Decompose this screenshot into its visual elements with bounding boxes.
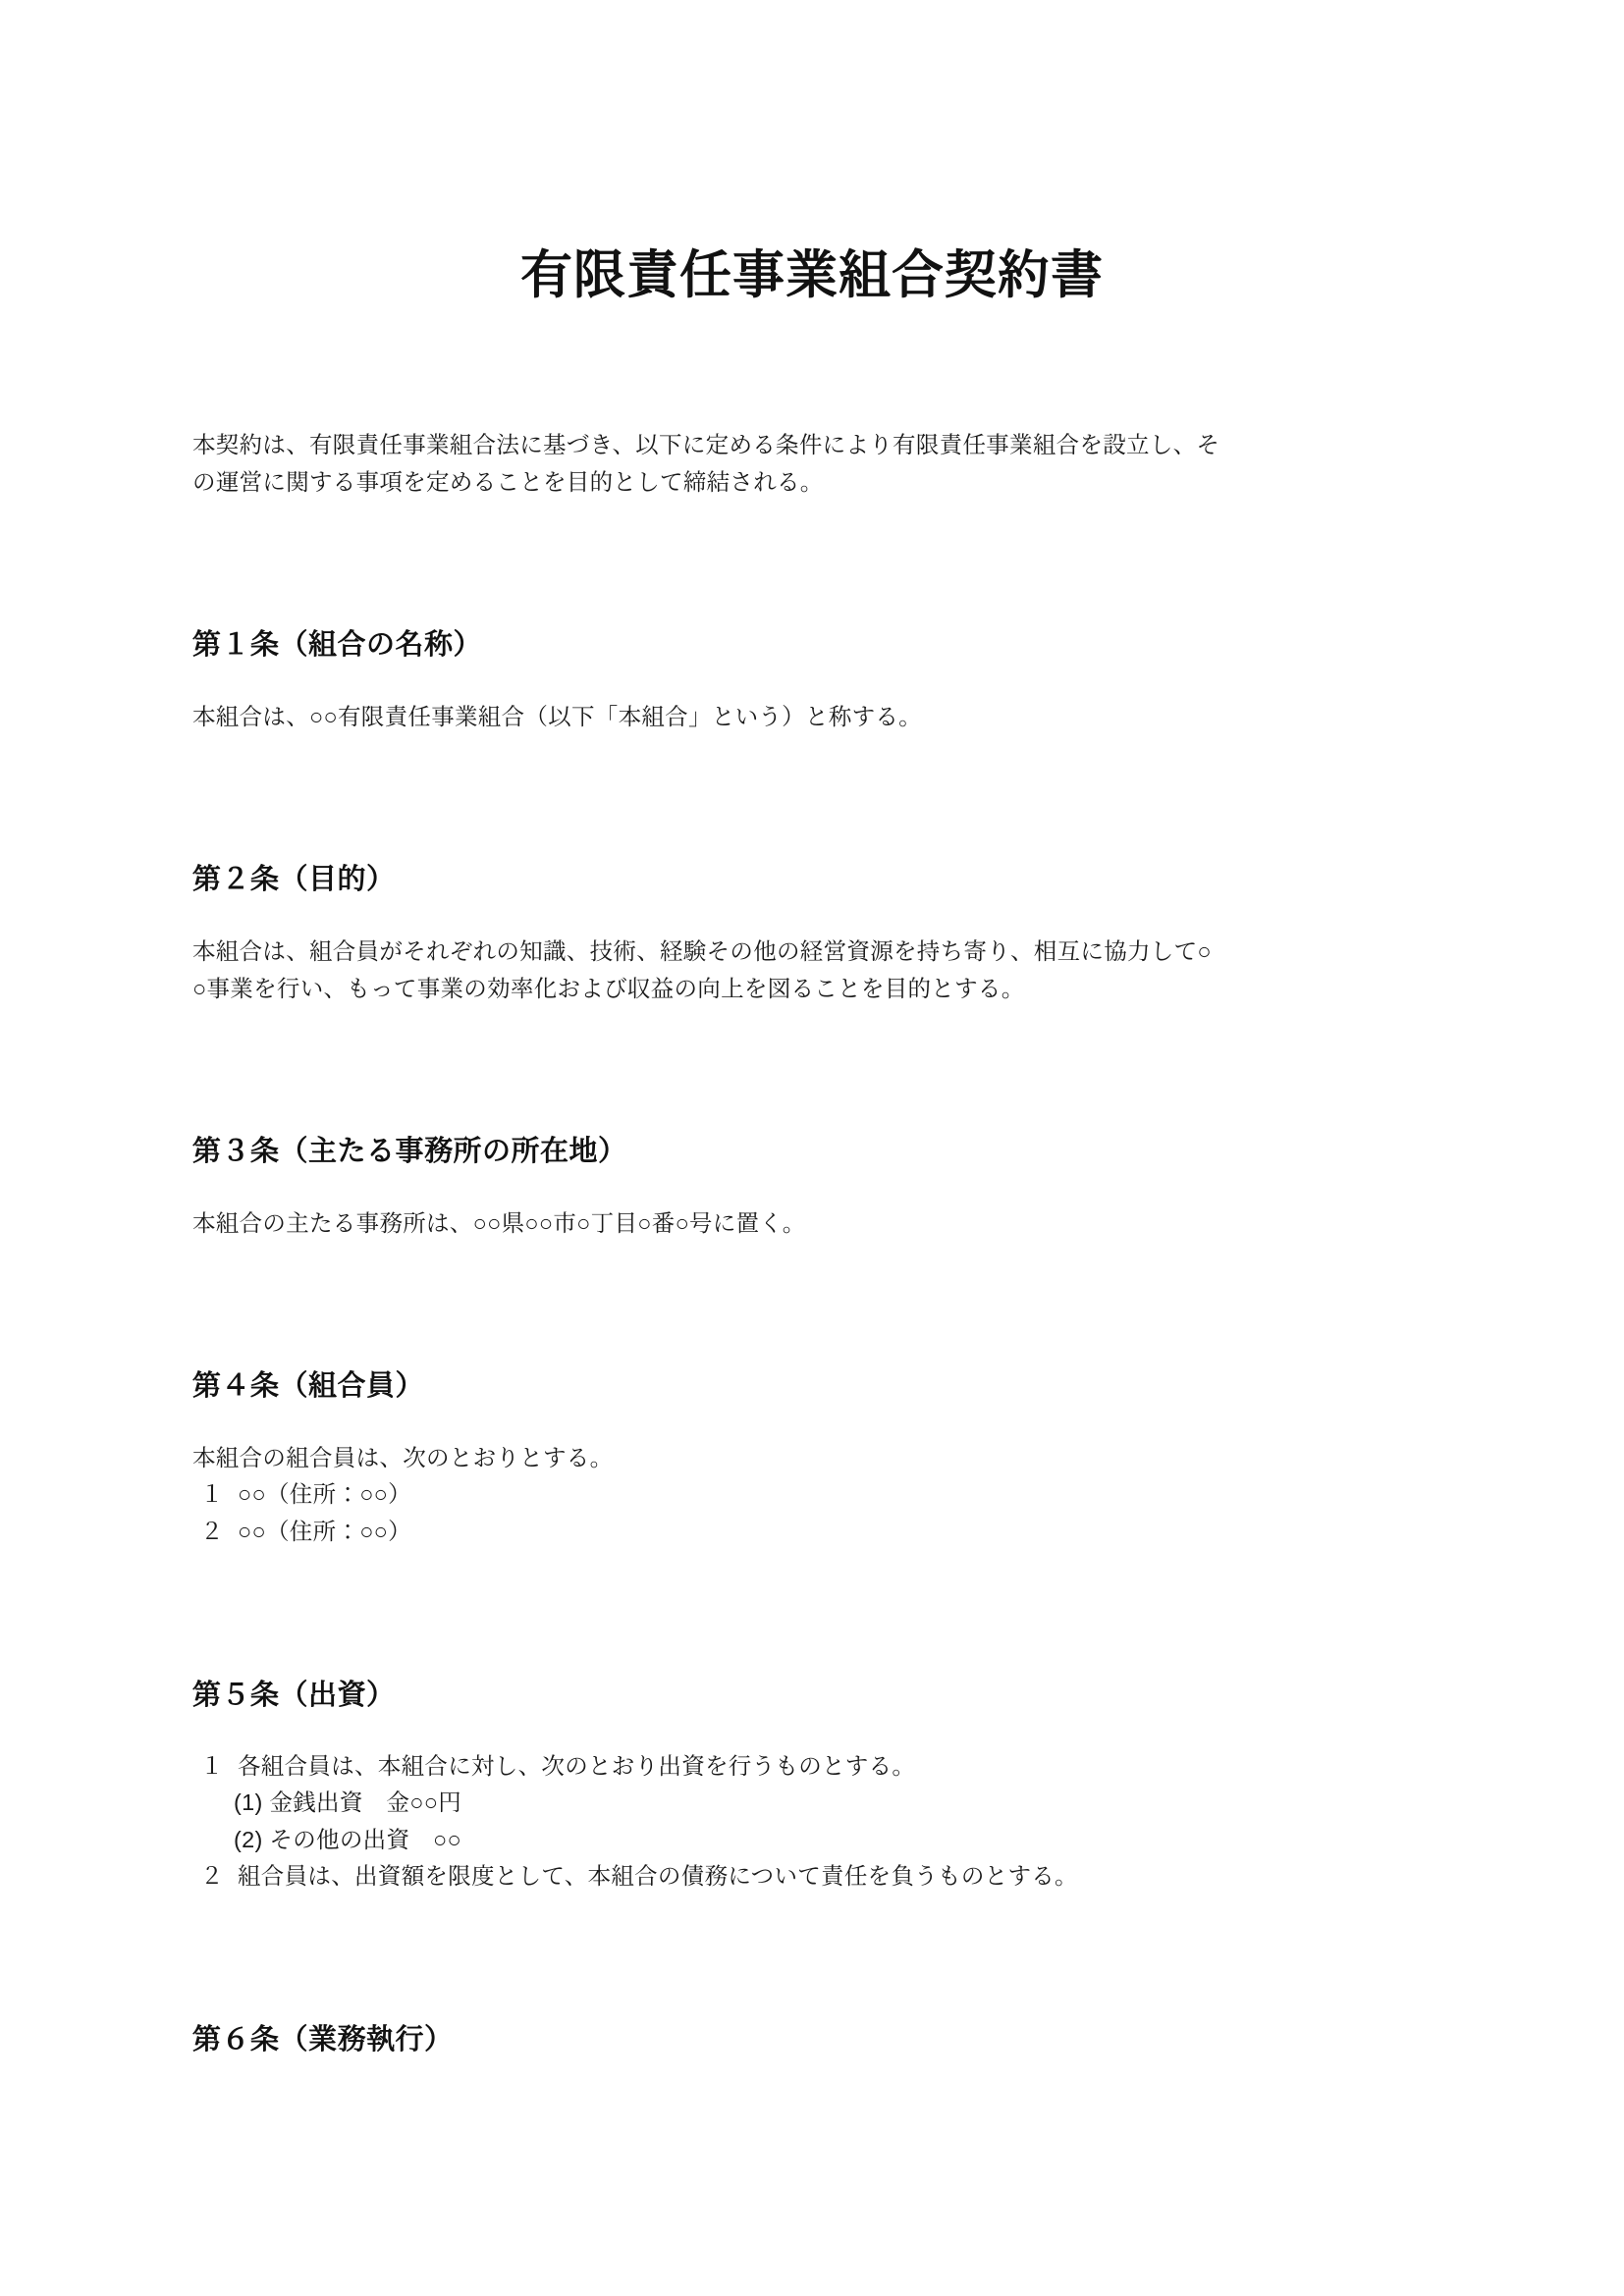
article-2 (192, 857, 1432, 1007)
article-2-line: ○事業を行い、もって事業の効率化および収益の向上を図ることを目的とする。 (192, 976, 1025, 1002)
article-3-heading: 第３条（主たる事務所の所在地） (192, 1136, 627, 1168)
list-item-label: 組合員は、出資額を限度として、本組合の債務について責任を負うものとする。 (238, 1863, 1078, 1890)
article-6 (192, 2017, 1432, 2057)
article-1 (192, 622, 1432, 735)
list-item-number: １ (200, 1481, 224, 1508)
list-item-label: ○○（住所：○○） (238, 1519, 411, 1545)
article-2-line: 本組合は、組合員がそれぞれの知識、技術、経験その他の経営資源を持ち寄り、相互に協力して○ (192, 938, 1212, 965)
sub-list-item: (2) その他の出資 ○○ (234, 1826, 462, 1852)
list-item (192, 1858, 1432, 1896)
article-3 (192, 1129, 1432, 1242)
article-3-line: 本組合の主たる事務所は、○○県○○市○丁目○番○号に置く。 (192, 1210, 806, 1237)
article-2-body (192, 933, 1432, 1007)
sub-list-item: (1) 金銭出資 金○○円 (234, 1789, 462, 1816)
preamble-line: の運営に関する事項を定めることを目的として締結される。 (192, 469, 824, 496)
article-1-heading: 第１条（組合の名称） (192, 629, 483, 662)
article-1-line: 本組合は、○○有限責任事業組合（以下「本組合」という）と称する。 (192, 704, 922, 730)
list-item-number: ２ (200, 1863, 224, 1890)
article-4 (192, 1363, 1432, 1550)
list-item-number: １ (200, 1752, 224, 1779)
preamble-line: 本契約は、有限責任事業組合法に基づき、以下に定める条件により有限責任事業組合を設立し、そ (192, 432, 1220, 457)
list-item (192, 1514, 1432, 1551)
list-item-number: ２ (200, 1519, 224, 1545)
article-4-heading: 第４条（組合員） (192, 1370, 425, 1403)
list-item-label: ○○（住所：○○） (238, 1481, 411, 1508)
article-3-body (192, 1204, 1432, 1242)
article-5-heading: 第５条（出資） (192, 1679, 396, 1711)
preamble-paragraph (192, 426, 1432, 501)
article-4-body (192, 1439, 1432, 1550)
article-4-intro: 本組合の組合員は、次のとおりとする。 (192, 1445, 614, 1471)
article-1-body (192, 698, 1432, 735)
article-5-body (192, 1748, 1432, 1896)
page-title: 有限責任事業組合契約書 (520, 246, 1104, 304)
article-2-heading: 第２条（目的） (192, 864, 396, 896)
article-6-heading: 第６条（業務執行） (192, 2024, 454, 2056)
list-item-label: 各組合員は、本組合に対し、次のとおり出資を行うものとする。 (238, 1752, 916, 1779)
list-item (192, 1476, 1432, 1514)
list-item (192, 1748, 1432, 1786)
article-5 (192, 1673, 1432, 1896)
